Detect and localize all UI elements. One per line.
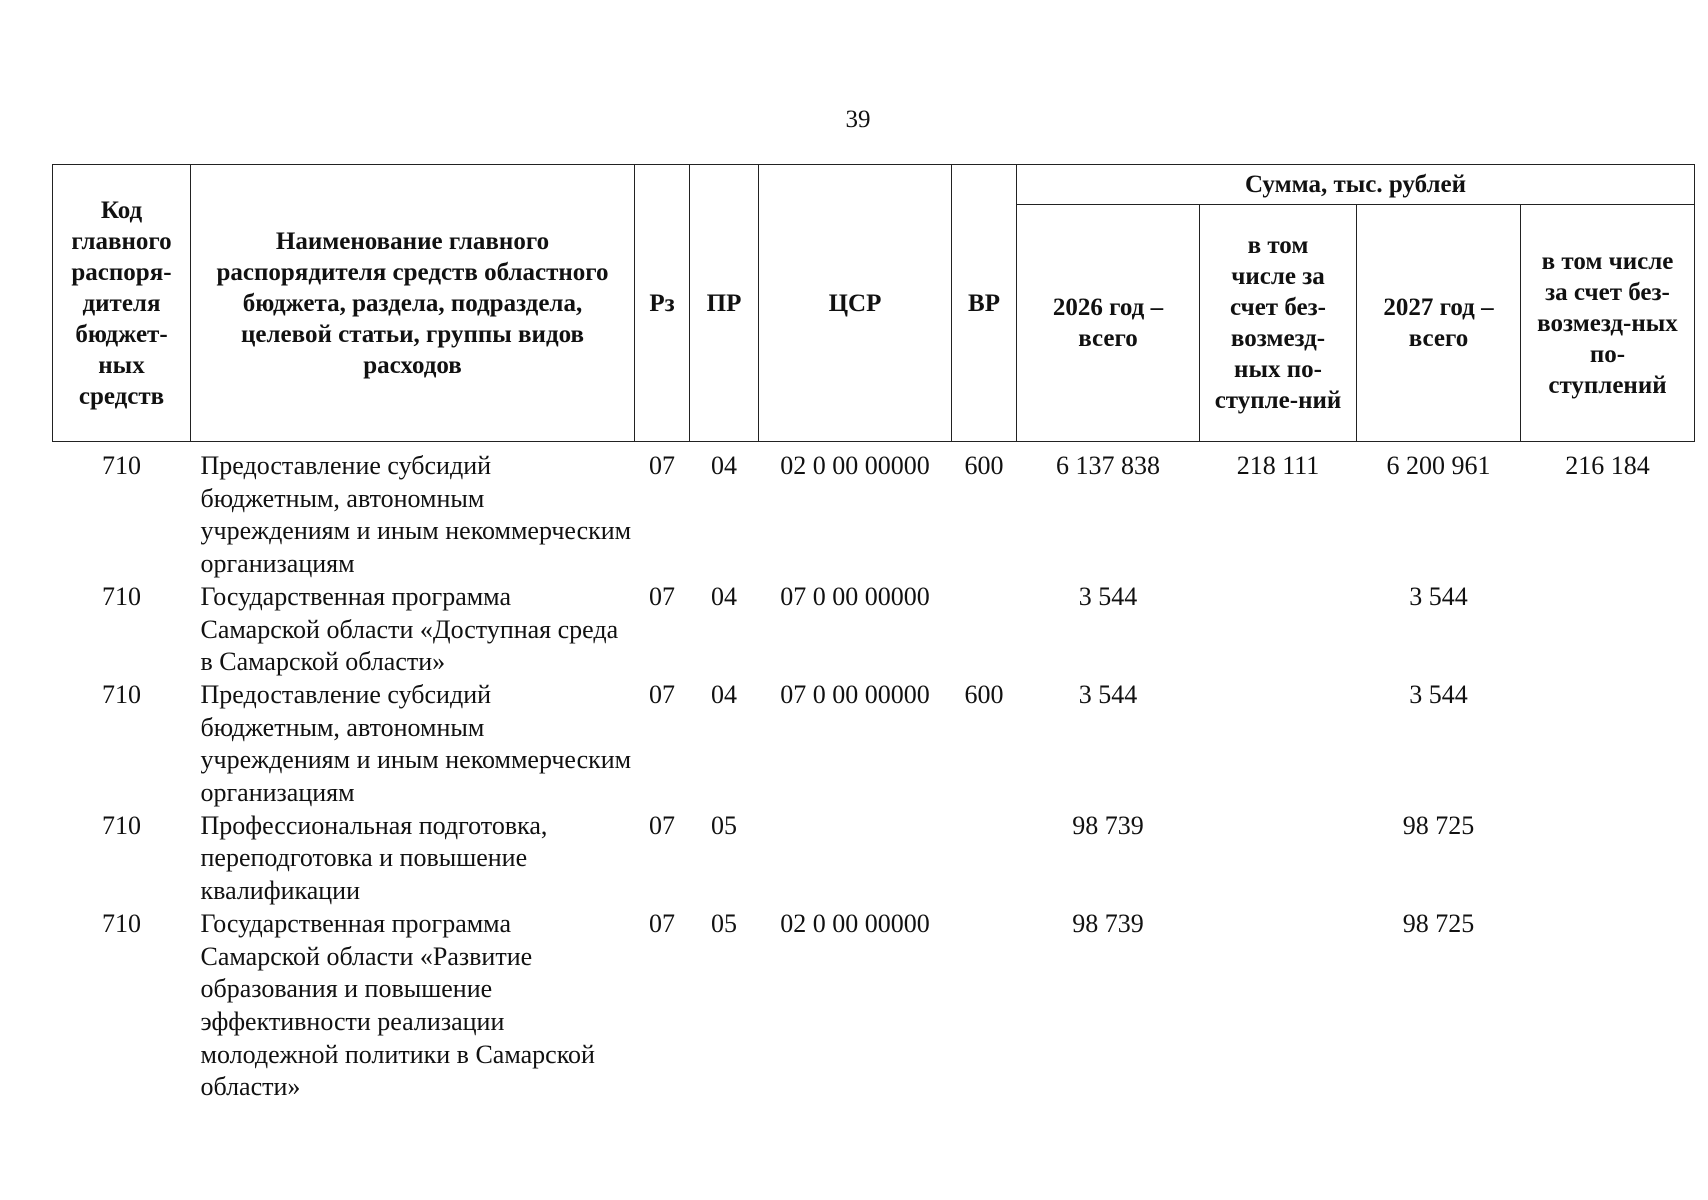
cell-y2026-free xyxy=(1200,810,1357,908)
cell-name: Предоставление субсидий бюджетным, автономным учреждениям и иным некоммерческим организациям xyxy=(200,679,632,808)
table-row xyxy=(53,581,1695,679)
header-pr: ПР xyxy=(690,165,759,442)
cell-csr: 02 0 00 00000 xyxy=(780,451,930,480)
cell-y2027-free xyxy=(1521,908,1695,1104)
cell-rz: 07 xyxy=(649,451,675,480)
cell-pr: 05 xyxy=(711,908,737,938)
header-vr: ВР xyxy=(952,165,1017,442)
cell-vr xyxy=(952,908,1017,1104)
cell-y2026-free xyxy=(1200,908,1357,1104)
header-2026-free: в том числе за счет без-возмезд-ных по-ступле-ний xyxy=(1200,205,1357,442)
header-2027-total: 2027 год – всего xyxy=(1357,205,1521,442)
cell-rz: 07 xyxy=(649,908,675,938)
budget-table xyxy=(52,164,1695,1104)
cell-pr: 04 xyxy=(711,679,737,709)
cell-rz: 07 xyxy=(649,679,675,709)
cell-y2026: 6 137 838 xyxy=(1056,451,1160,480)
cell-name: Предоставление субсидий бюджетным, автономным учреждениям и иным некоммерческим организациям xyxy=(200,451,632,579)
cell-csr: 07 0 00 00000 xyxy=(780,581,930,611)
cell-vr: 600 xyxy=(964,679,1004,709)
cell-y2026: 3 544 xyxy=(1078,581,1138,611)
cell-name: Государственная программа Самарской области «Развитие образования и повышение эффективности реализации молодежной политики в Самарской области» xyxy=(200,908,595,1102)
cell-y2027-free: 216 184 xyxy=(1565,451,1650,480)
header-2026-total: 2026 год – всего xyxy=(1017,205,1200,442)
cell-y2027-free xyxy=(1521,581,1695,679)
cell-y2026-free: 218 111 xyxy=(1236,451,1320,480)
cell-code: 710 xyxy=(102,908,141,938)
header-csr: ЦСР xyxy=(759,165,952,442)
table-row xyxy=(53,908,1695,1104)
cell-rz: 07 xyxy=(649,810,675,840)
cell-code: 710 xyxy=(102,679,141,709)
cell-name: Государственная программа Самарской области «Доступная среда в Самарской области» xyxy=(200,581,619,677)
cell-csr xyxy=(759,810,952,908)
cell-pr: 05 xyxy=(711,810,737,840)
cell-vr xyxy=(952,581,1017,679)
table-row xyxy=(53,810,1695,908)
cell-csr: 07 0 00 00000 xyxy=(780,679,930,709)
cell-code: 710 xyxy=(102,451,141,480)
cell-vr: 600 xyxy=(964,451,1004,480)
cell-vr xyxy=(952,810,1017,908)
cell-y2027: 98 725 xyxy=(1402,908,1475,938)
page-number: 39 xyxy=(845,106,871,133)
cell-y2027: 6 200 961 xyxy=(1386,451,1491,480)
cell-y2027: 3 544 xyxy=(1409,679,1468,709)
cell-y2026-free xyxy=(1200,581,1357,679)
cell-y2027: 98 725 xyxy=(1402,810,1475,840)
cell-y2026: 3 544 xyxy=(1078,679,1138,709)
table-row xyxy=(53,442,1695,581)
header-2027-free: в том числе за счет без-возмезд-ных по-ступлений xyxy=(1521,205,1695,442)
cell-code: 710 xyxy=(102,581,141,611)
cell-pr: 04 xyxy=(711,581,737,611)
cell-y2026: 98 739 xyxy=(1072,810,1144,840)
header-code: Код главного распоря-дителя бюджет-ных средств xyxy=(53,165,191,442)
cell-y2027-free xyxy=(1521,679,1695,810)
header-sum: Сумма, тыс. рублей xyxy=(1017,165,1695,205)
cell-name: Профессиональная подготовка, переподготовка и повышение квалификации xyxy=(200,810,548,906)
cell-rz: 07 xyxy=(649,581,675,611)
cell-pr: 04 xyxy=(711,451,737,480)
cell-code: 710 xyxy=(102,810,141,840)
cell-y2026: 98 739 xyxy=(1072,908,1144,938)
table-row xyxy=(53,679,1695,810)
header-name: Наименование главного распорядителя средств областного бюджета, раздела, подраздела, целевой статьи, группы видов расходов xyxy=(191,165,635,442)
header-rz: Рз xyxy=(635,165,690,442)
cell-y2026-free xyxy=(1200,679,1357,810)
cell-y2027-free xyxy=(1521,810,1695,908)
cell-y2027: 3 544 xyxy=(1409,581,1468,611)
cell-csr: 02 0 00 00000 xyxy=(780,908,930,938)
